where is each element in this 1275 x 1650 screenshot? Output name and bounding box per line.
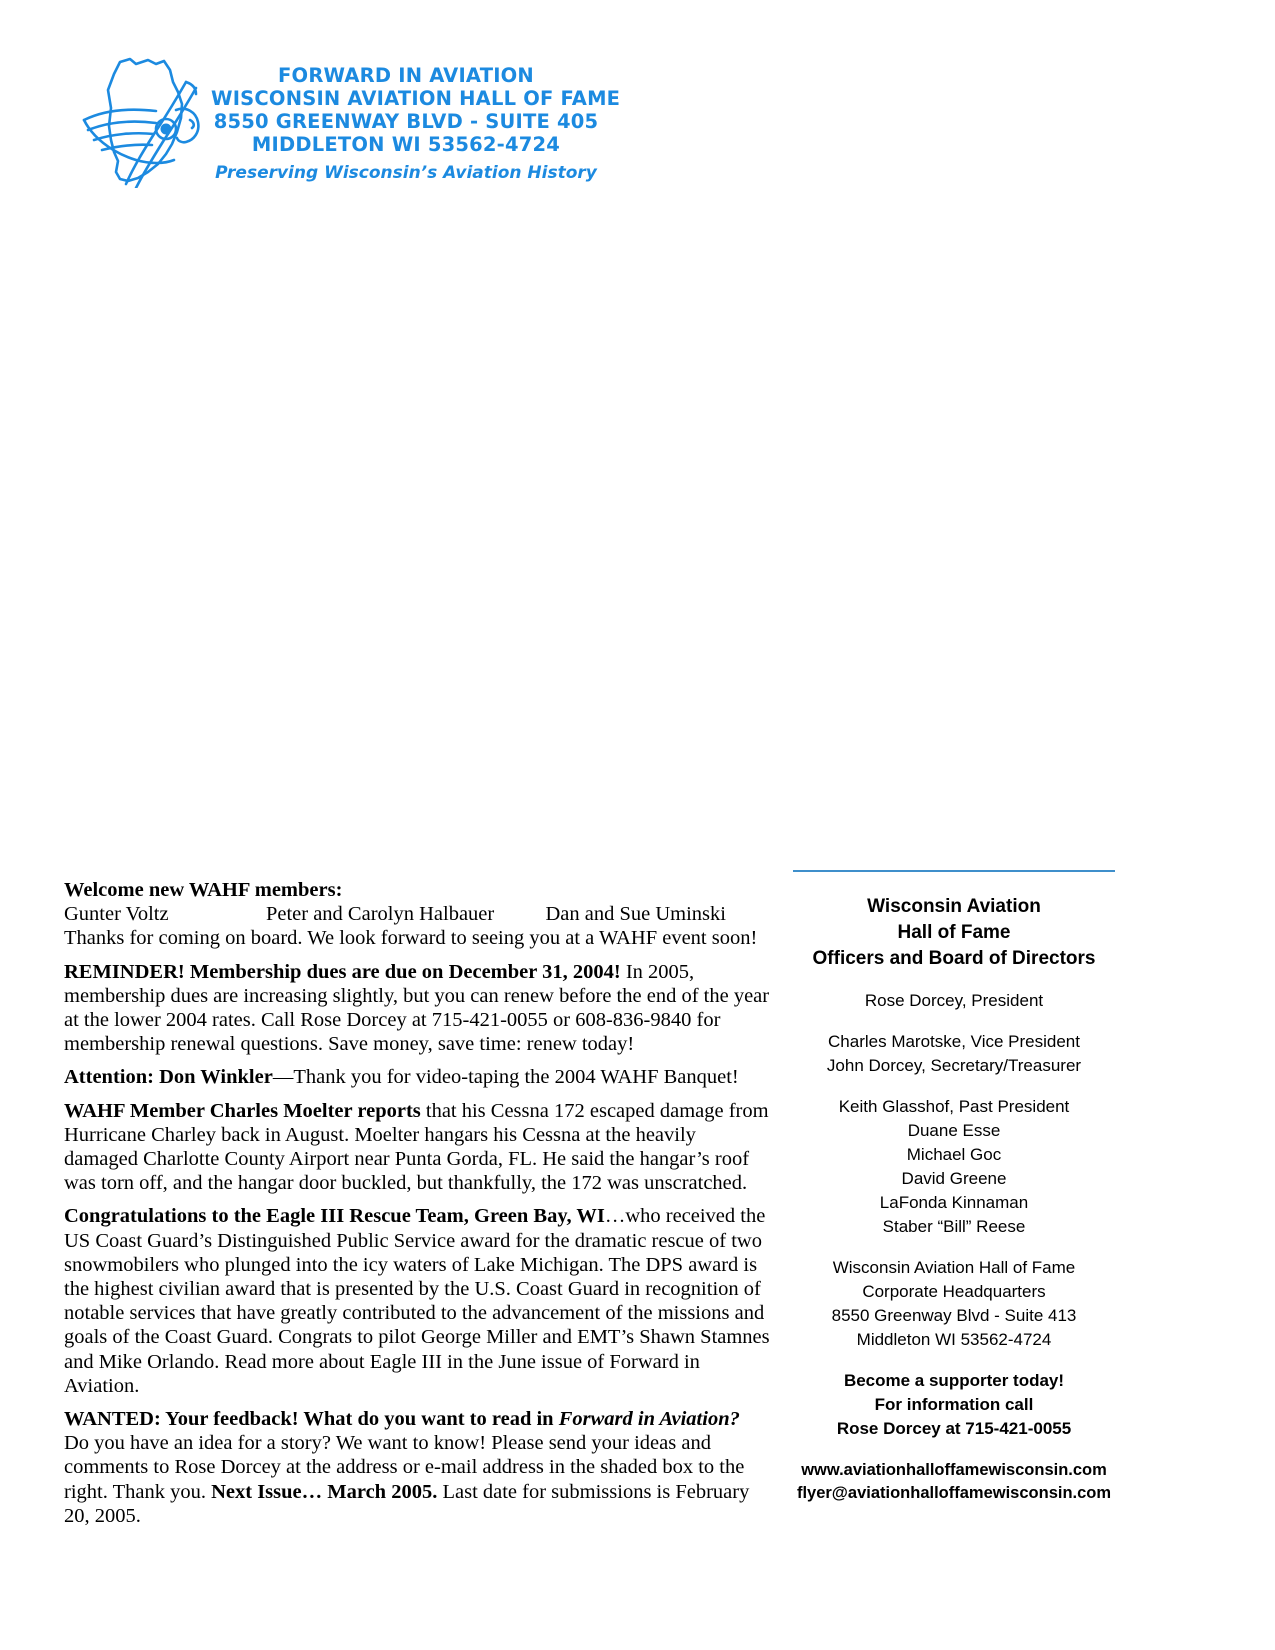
masthead-line-1: FORWARD IN AVIATION xyxy=(278,64,534,87)
moelter-lead: WAHF Member Charles Moelter reports xyxy=(64,1099,421,1122)
congratulations-lead: Congratulations to the Eagle III Rescue Team, Green Bay, WI xyxy=(64,1205,605,1228)
officers-group-president xyxy=(793,989,1115,1013)
wanted-paragraph xyxy=(64,1407,770,1528)
wanted-lead-title: Forward in Aviation? xyxy=(558,1408,740,1431)
sidebar-title-line-1: Wisconsin Aviation xyxy=(867,896,1041,917)
sidebar-title-line-3: Officers and Board of Directors xyxy=(812,948,1096,969)
reminder-lead: REMINDER! Membership dues are due on December 31, 2004! xyxy=(64,960,621,983)
board-member-2: Duane Esse xyxy=(907,1121,1001,1140)
welcome-thanks-paragraph xyxy=(64,926,770,950)
new-members-list xyxy=(64,902,770,926)
officer-secretary-treasurer: John Dorcey, Secretary/Treasurer xyxy=(826,1056,1082,1075)
address-line-3: 8550 Greenway Blvd - Suite 413 xyxy=(831,1306,1077,1325)
masthead-line-2: WISCONSIN AVIATION HALL OF FAME xyxy=(211,87,621,110)
board-member-6: Staber “Bill” Reese xyxy=(882,1217,1026,1236)
email-address[interactable]: flyer@aviationhalloffamewisconsin.com xyxy=(796,1484,1112,1502)
attention-paragraph xyxy=(64,1065,770,1089)
web-contact-block xyxy=(793,1459,1115,1505)
masthead-tagline: Preserving Wisconsin’s Aviation History xyxy=(215,163,597,183)
masthead xyxy=(78,48,621,188)
reminder-paragraph xyxy=(64,960,770,1057)
wanted-lead: WANTED: Your feedback! What do you want to read in xyxy=(64,1408,559,1431)
reminder-body: In 2005, membership dues are increasing slightly, but you can renew before the end of the year at the lower 2004 rates. Call Rose Dorcey at 715-421-0055 or 608-836-9840 for membership renewal questions. Save money, save time: renew today! xyxy=(64,960,770,1056)
officers-sidebar xyxy=(793,870,1115,1505)
sidebar-divider xyxy=(793,870,1115,872)
board-member-1: Keith Glasshof, Past President xyxy=(838,1097,1070,1116)
congratulations-body: …who received the US Coast Guard’s Distinguished Public Service award for the dramatic rescue of two snowmobilers who plunged into the icy waters of Lake Michigan. The DPS award is the highest civilian award that is presented by the U.S. Coast Guard in recognition of notable services that have greatly contributed to the advancement of the missions and goals of the Coast Guard. Congrats to pilot George Miller and EMT’s Shawn Stamnes and Mike Orlando. Read more about Eagle III in the June issue of Forward in Aviation. xyxy=(64,1205,770,1397)
next-issue-tail: Last date for submissions is February 20, 2005. xyxy=(64,1480,750,1527)
article-column xyxy=(64,878,770,1537)
board-member-3: Michael Goc xyxy=(906,1145,1002,1164)
supporter-line-2: For information call xyxy=(874,1395,1034,1414)
supporter-phone: Rose Dorcey at 715-421-0055 xyxy=(836,1419,1072,1438)
next-issue-label: Next Issue… March 2005. xyxy=(211,1480,438,1503)
officer-president: Rose Dorcey, President xyxy=(864,991,1044,1010)
welcome-heading: Welcome new WAHF members: xyxy=(64,879,343,901)
masthead-line-4: MIDDLETON WI 53562-4724 xyxy=(251,133,561,156)
new-members-names: Gunter Voltz Peter and Carolyn Halbauer Dan and Sue Uminski xyxy=(64,903,726,926)
masthead-address-block xyxy=(211,64,621,183)
moelter-paragraph xyxy=(64,1099,770,1196)
website-url[interactable]: www.aviationhalloffamewisconsin.com xyxy=(801,1461,1107,1479)
congratulations-paragraph xyxy=(64,1204,770,1398)
attention-lead: Attention: Don Winkler xyxy=(64,1066,273,1089)
masthead-line-3: 8550 GREENWAY BLVD - SUITE 405 xyxy=(213,110,599,133)
supporter-line-1: Become a supporter today! xyxy=(843,1371,1065,1390)
sidebar-title xyxy=(793,894,1115,972)
officer-vice-president: Charles Marotske, Vice President xyxy=(828,1032,1080,1051)
officers-group-board xyxy=(793,1095,1115,1239)
welcome-heading-paragraph xyxy=(64,878,770,902)
sidebar-title-line-2: Hall of Fame xyxy=(897,922,1011,943)
address-line-4: Middleton WI 53562-4724 xyxy=(856,1330,1052,1349)
attention-body: —Thank you for video-taping the 2004 WAHF Banquet! xyxy=(272,1066,739,1089)
welcome-thanks-text: Thanks for coming on board. We look forward to seeing you at a WAHF event soon! xyxy=(64,927,758,950)
wanted-body: Do you have an idea for a story? We want to know! Please send your ideas and comments to Rose Dorcey at the address or e-mail address in the shaded box to the right. Thank you. xyxy=(64,1432,745,1503)
headquarters-address xyxy=(793,1256,1115,1352)
supporter-callout xyxy=(793,1369,1115,1441)
address-line-1: Wisconsin Aviation Hall of Fame xyxy=(832,1258,1076,1277)
officers-group-exec xyxy=(793,1030,1115,1078)
board-member-4: David Greene xyxy=(901,1169,1007,1188)
board-member-5: LaFonda Kinnaman xyxy=(879,1193,1029,1212)
moelter-body: that his Cessna 172 escaped damage from Hurricane Charley back in August. Moelter hangars his Cessna at the heavily damaged Charlotte County Airport near Punta Gorda, FL. He said the hangar’s roof was torn off, and the hangar door buckled, but thankfully, the 172 was unscratched. xyxy=(64,1099,769,1195)
wisconsin-wings-propeller-logo-icon xyxy=(78,48,208,188)
address-line-2: Corporate Headquarters xyxy=(862,1282,1046,1301)
